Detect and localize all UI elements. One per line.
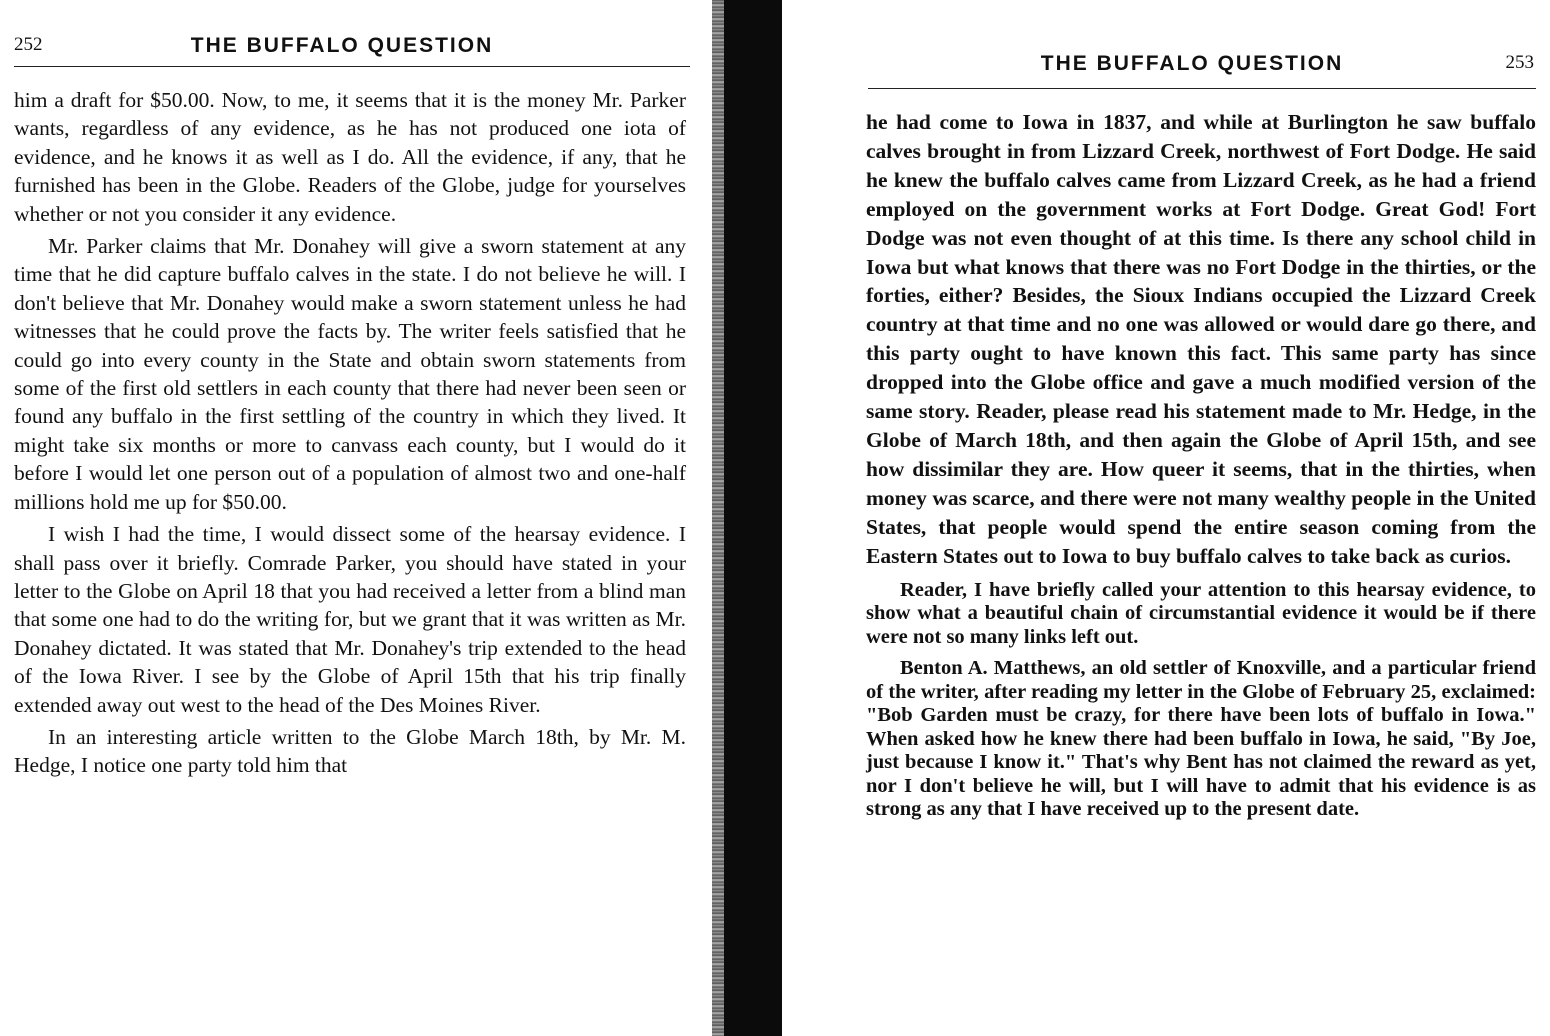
paragraph: In an interesting article written to the Globe March 18th, by Mr. M. Hedge, I notice one party told him that bbox=[14, 724, 686, 778]
left-text-column bbox=[14, 86, 686, 780]
right-page-header bbox=[868, 46, 1536, 86]
paragraph: Mr. Parker claims that Mr. Donahey will give a sworn statement at any time that he did capture buffalo calves in the state. I do not believe he will. I don't believe that Mr. Donahey would make a sworn statement unless he had witnesses that he could prove the facts by. The writer feels satisfied that he could go into every county in the State and obtain sworn statements from some of the first old settlers in each county that there had never been seen or found any buffalo in the first settling of the country in which they lived. It might take six months or more to canvass each county, but I would do it before I would let one person out of a population of almost two and one-half millions hold me up for $50.00. bbox=[14, 234, 686, 514]
page-number-right: 253 bbox=[1505, 52, 1534, 73]
page-number-left: 252 bbox=[14, 34, 43, 55]
left-page bbox=[0, 0, 712, 1036]
paragraph: him a draft for $50.00. Now, to me, it seems that it is the money Mr. Parker wants, regardless of any evidence, as he has not produced one iota of evidence, and he knows it as well as I do. All the evidence, if any, that he furnished has been in the Globe. Readers of the Globe, judge for yourselves whether or not you consider it any evidence. bbox=[14, 88, 686, 226]
paragraph: I wish I had the time, I would dissect some of the hearsay evidence. I shall pass over it briefly. Comrade Parker, you should have stated in your letter to the Globe on April 18 that you had received a letter from a blind man that some one had to do the writing for, but we grant that it was written as Mr. Donahey dictated. It was stated that Mr. Donahey's trip extended to the head of the Iowa River. I see by the Globe of April 15th that his trip finally extended away out west to the head of the Des Moines River. bbox=[14, 522, 686, 717]
running-head-right: THE BUFFALO QUESTION bbox=[1040, 52, 1344, 75]
header-rule-right bbox=[868, 88, 1536, 89]
running-head-left: THE BUFFALO QUESTION bbox=[190, 34, 494, 57]
paragraph: he had come to Iowa in 1837, and while at Burlington he saw buffalo calves brought in from Lizzard Creek, northwest of Fort Dodge. He said he knew the buffalo calves came from Lizzard Creek, as he had a friend employed on the government works at Fort Dodge. Great God! Fort Dodge was not even thought of at this time. Is there any school child in Iowa but what knows that there was no Fort Dodge in the thirties, or the forties, either? Besides, the Sioux Indians occupied the Lizzard Creek country at that time and no one was allowed or would dare go there, and this party ought to have known this fact. This same party has since dropped into the Globe office and gave a much modified version of the same story. Reader, please read his statement made to Mr. Hedge, in the Globe of March 18th, and then again the Globe of April 15th, and see how dissimilar they are. How queer it seems, that in the thirties, when money was scarce, and there were not many wealthy people in the United States, that people would spend the entire season coming from the Eastern States out to Iowa to buy buffalo calves to take back as curios. bbox=[866, 110, 1536, 568]
right-text-column bbox=[866, 108, 1536, 822]
header-rule-left bbox=[14, 66, 690, 67]
right-page bbox=[780, 0, 1550, 1036]
paragraph: Benton A. Matthews, an old settler of Knoxville, and a particular friend of the writer, after reading my letter in the Globe of February 25, exclaimed: "Bob Garden must be crazy, for there have been lots of buffalo in Iowa." When asked how he knew there had been buffalo in Iowa, he said, "By Joe, just because I know it." That's why Bent has not claimed the reward as yet, nor I don't believe he will, but I will have to admit that his evidence is as strong as any that I have received up to the present date. bbox=[866, 657, 1536, 820]
paragraph: Reader, I have briefly called your attention to this hearsay evidence, to show what a beautiful chain of circumstantial evidence it would be if there were not so many links left out. bbox=[866, 578, 1536, 648]
left-page-header bbox=[14, 28, 690, 68]
book-gutter bbox=[724, 0, 782, 1036]
